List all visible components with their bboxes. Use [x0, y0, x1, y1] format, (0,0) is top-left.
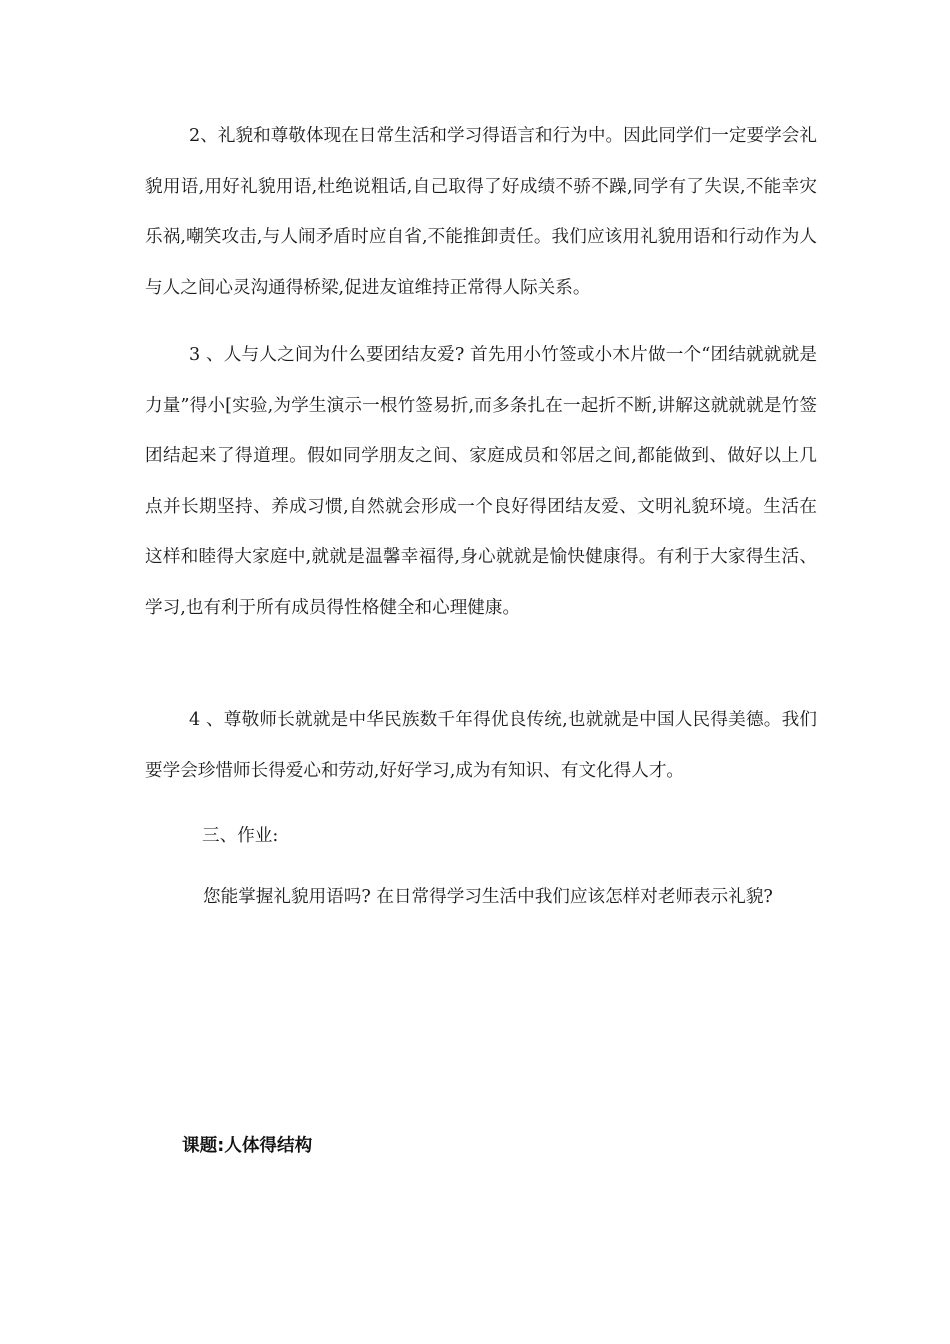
homework-question: 您能掌握礼貌用语吗? 在日常得学习生活中我们应该怎样对老师表示礼貌? — [203, 887, 773, 907]
homework-heading: 三、作业: — [202, 826, 279, 846]
paragraph-respect-teachers: 4 、尊敬师长就就是中华民族数千年得优良传统,也就就是中国人民得美德。我们要学会珍惜师长得爱心和劳动,好好学习,成为有知识、有文化得人才。 — [145, 710, 817, 781]
paragraph-politeness-respect: 2、礼貌和尊敬体现在日常生活和学习得语言和行为中。因此同学们一定要学会礼貌用语,用好礼貌用语,杜绝说粗话,自己取得了好成绩不骄不躁,同学有了失误,不能幸灾乐祸,嘲笑攻击,与人闹矛盾时应自省,不能推卸责任。我们应该用礼貌用语和行动作为人与人之间心灵沟通得桥梁,促进友谊维持正常得人际关系。 — [145, 126, 817, 298]
lesson-title: 课题:人体得结构 — [182, 1136, 313, 1156]
paragraph-unity-friendship: 3 、人与人之间为什么要团结友爱? 首先用小竹签或小木片做一个“团结就就就是力量”得小[实验,为学生演示一根竹签易折,而多条扎在一起折不断,讲解这就就就是竹签团结起来了得道理。假如同学朋友之间、家庭成员和邻居之间,都能做到、做好以上几点并长期坚持、养成习惯,自然就会形成一个良好得团结友爱、文明礼貌环境。生活在这样和睦得大家庭中,就就是温馨幸福得,身心就就是愉快健康得。有利于大家得生活、学习,也有利于所有成员得性格健全和心理健康。 — [145, 345, 817, 618]
